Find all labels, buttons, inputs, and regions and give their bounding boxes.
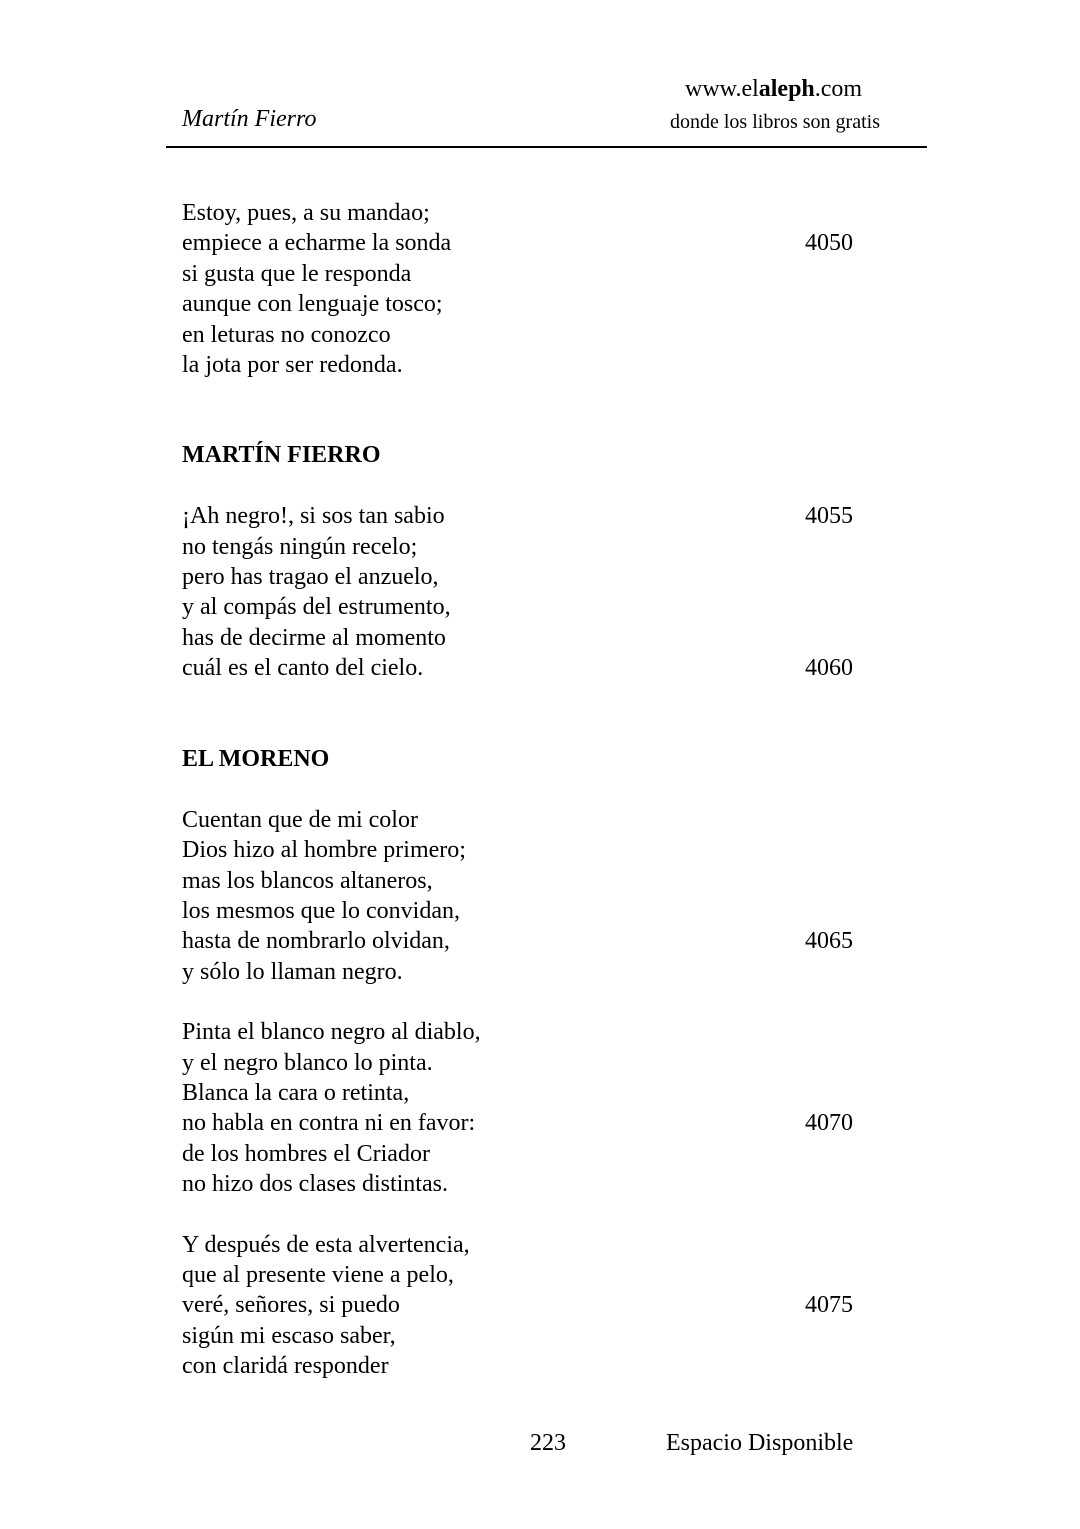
speaker-heading: EL MORENO [182, 746, 330, 772]
verse-line: Estoy, pues, a su mandao; [182, 200, 430, 226]
verse-line: Pinta el blanco negro al diablo, [182, 1019, 481, 1045]
verse-line: Cuentan que de mi color [182, 807, 418, 833]
verse-line: cuál es el canto del cielo. [182, 655, 424, 681]
verse-number: 4065 [805, 928, 853, 954]
verse-line: los mesmos que lo convidan, [182, 898, 460, 924]
verse-number: 4060 [805, 655, 853, 681]
verse-line: y al compás del estrumento, [182, 594, 451, 620]
verse-line: no tengás ningún recelo; [182, 534, 418, 560]
verse-line: si gusta que le responda [182, 261, 412, 287]
verse-line: ¡Ah negro!, si sos tan sabio [182, 503, 445, 529]
verse-line: aunque con lenguaje tosco; [182, 291, 443, 317]
verse-line: mas los blancos altaneros, [182, 868, 433, 894]
footer-note: Espacio Disponible [666, 1430, 854, 1456]
verse-number: 4070 [805, 1110, 853, 1136]
verse-line: veré, señores, si puedo [182, 1292, 400, 1318]
verse-line: no habla en contra ni en favor: [182, 1110, 476, 1136]
verse-line: de los hombres el Criador [182, 1141, 430, 1167]
verse-line: con claridá responder [182, 1353, 389, 1379]
site-tagline: donde los libros son gratis [670, 111, 880, 133]
site-url-bold: aleph [758, 76, 815, 102]
verse-line: y sólo lo llaman negro. [182, 959, 403, 985]
verse-line: en leturas no conozco [182, 322, 391, 348]
verse-line: Blanca la cara o retinta, [182, 1080, 410, 1106]
verse-line: que al presente viene a pelo, [182, 1262, 454, 1288]
site-url-prefix: www.el [685, 76, 759, 102]
verse-line: Y después de esta alvertencia, [182, 1232, 470, 1258]
verse-line: Dios hizo al hombre primero; [182, 837, 466, 863]
book-title: Martín Fierro [182, 106, 317, 132]
verse-line: empiece a echarme la sonda [182, 230, 452, 256]
verse-line: la jota por ser redonda. [182, 352, 403, 378]
header-divider [166, 146, 927, 148]
verse-line: y el negro blanco lo pinta. [182, 1050, 433, 1076]
verse-number: 4075 [805, 1292, 853, 1318]
verse-line: no hizo dos clases distintas. [182, 1171, 448, 1197]
verse-number: 4050 [805, 230, 853, 256]
site-url[interactable] [685, 74, 862, 104]
verse-line: hasta de nombrarlo olvidan, [182, 928, 450, 954]
speaker-heading: MARTÍN FIERRO [182, 442, 381, 468]
page-number: 223 [530, 1430, 566, 1456]
verse-line: has de decirme al momento [182, 625, 446, 651]
verse-line: sigún mi escaso saber, [182, 1323, 396, 1349]
verse-line: pero has tragao el anzuelo, [182, 564, 439, 590]
verse-number: 4055 [805, 503, 853, 529]
site-url-suffix: .com [814, 76, 863, 102]
